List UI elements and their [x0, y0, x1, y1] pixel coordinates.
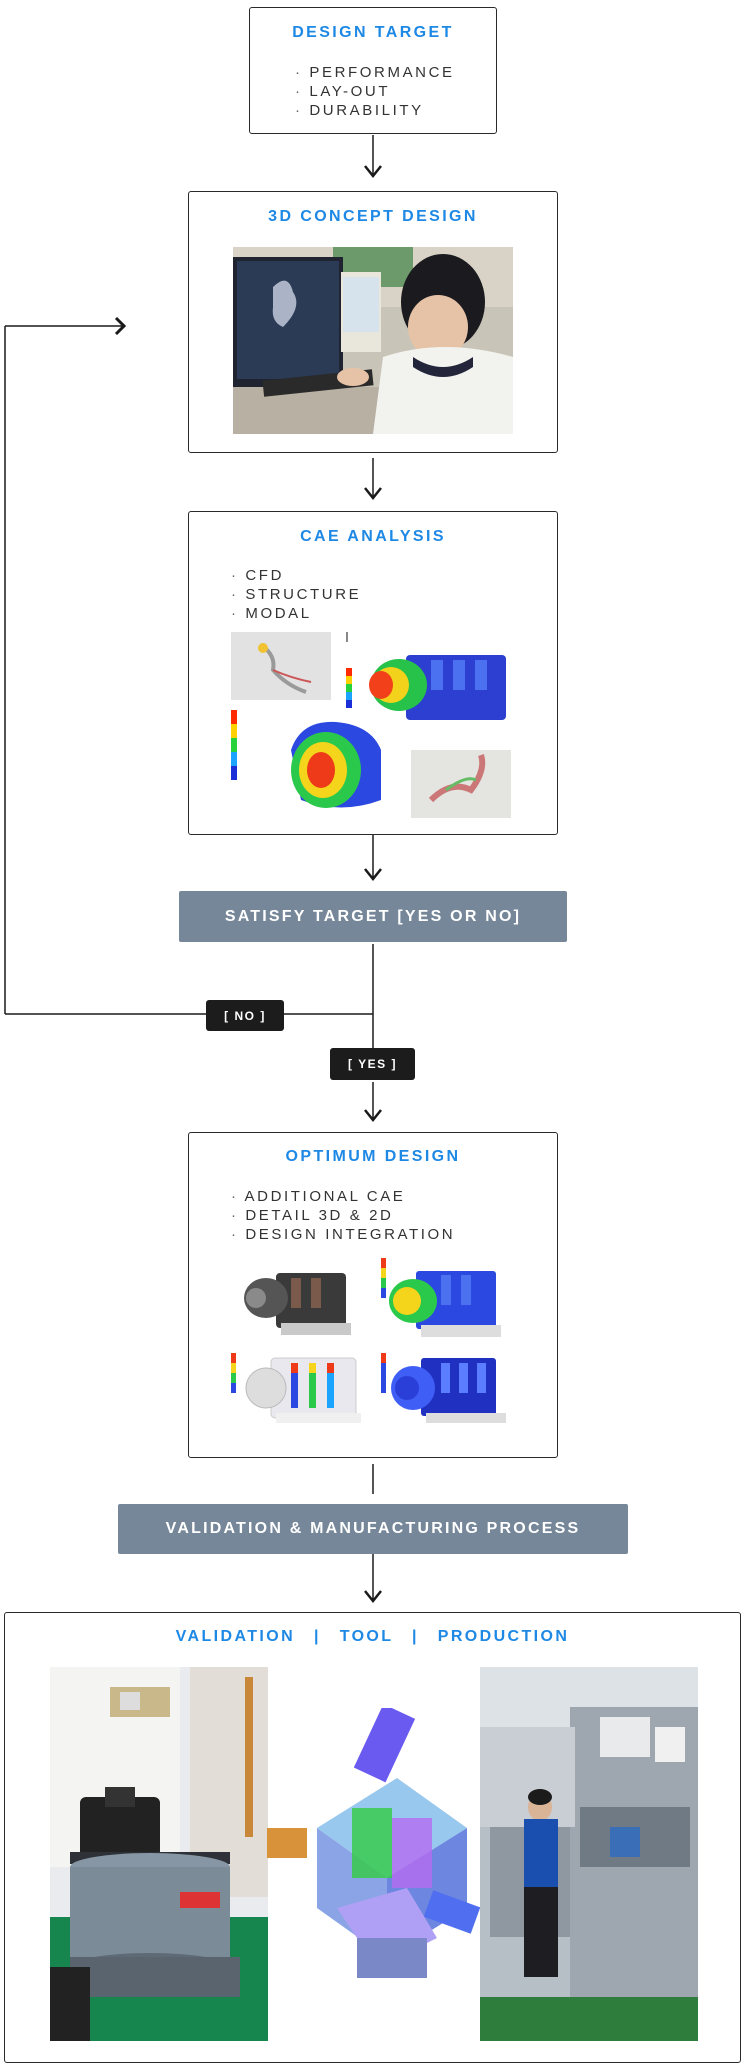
optimum-design-list: [231, 1187, 455, 1244]
optimum-design-box: [188, 1132, 558, 1458]
cae-analysis-list: [231, 566, 361, 623]
title-separator: |: [313, 1628, 321, 1645]
tool-label: TOOL: [339, 1628, 394, 1645]
list-item: · LAY-OUT: [295, 82, 455, 101]
list-item: · DETAIL 3D & 2D: [231, 1206, 455, 1225]
cae-analysis-title: CAE ANALYSIS: [300, 528, 446, 545]
satisfy-target-decision: SATISFY TARGET [YES OR NO]: [179, 891, 567, 942]
design-target-box: [249, 7, 497, 134]
list-item: · ADDITIONAL CAE: [231, 1187, 455, 1206]
tool-cad-render: [267, 1708, 482, 2038]
cae-simulation-images: [231, 630, 521, 820]
validation-photo: [50, 1667, 268, 2041]
list-item: · DURABILITY: [295, 101, 455, 120]
production-photo: [480, 1667, 698, 2041]
list-item: · STRUCTURE: [231, 585, 361, 604]
optimum-design-title: OPTIMUM DESIGN: [285, 1148, 461, 1165]
concept-design-box: [188, 191, 558, 453]
title-separator: |: [412, 1628, 419, 1645]
validation-label: VALIDATION: [175, 1628, 296, 1645]
validation-tool-production-box: [4, 1612, 741, 2063]
validation-manufacturing-bar: VALIDATION & MANUFACTURING PROCESS: [118, 1504, 628, 1554]
optimum-design-images: [231, 1253, 521, 1443]
no-tag: [ NO ]: [206, 1000, 284, 1031]
design-target-list: [295, 63, 455, 120]
concept-design-title: 3D CONCEPT DESIGN: [268, 208, 478, 225]
design-target-title: DESIGN TARGET: [292, 24, 454, 41]
list-item: · CFD: [231, 566, 361, 585]
production-label: PRODUCTION: [437, 1628, 570, 1645]
yes-tag: [ YES ]: [330, 1048, 415, 1080]
cae-analysis-box: [188, 511, 558, 835]
list-item: · MODAL: [231, 604, 361, 623]
final-title: [5, 1628, 740, 1646]
list-item: · DESIGN INTEGRATION: [231, 1225, 455, 1244]
list-item: · PERFORMANCE: [295, 63, 455, 82]
engineer-photo: [233, 247, 513, 434]
